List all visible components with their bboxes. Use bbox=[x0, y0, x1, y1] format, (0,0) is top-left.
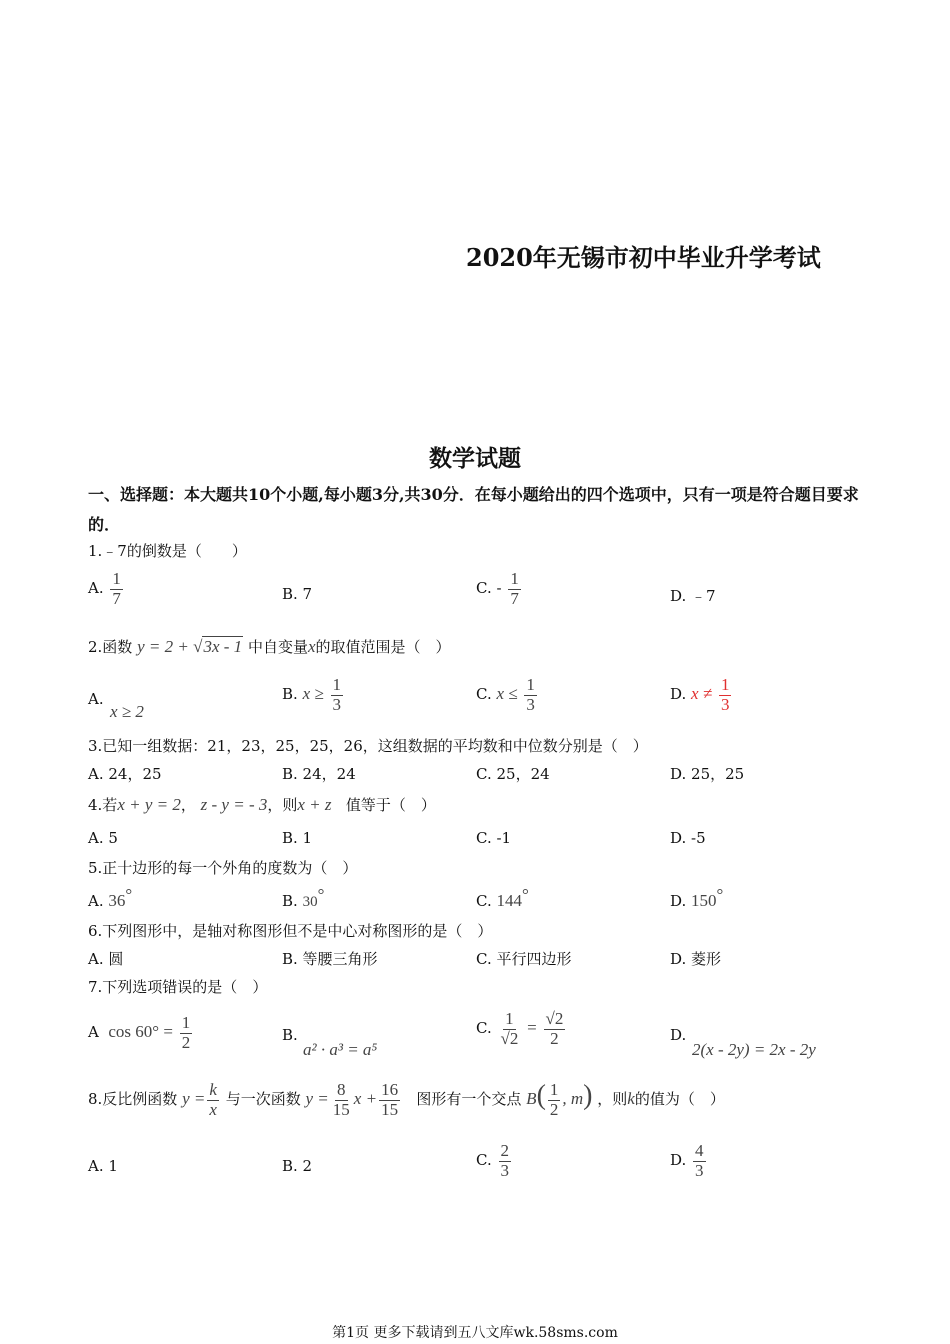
q8-option-b: B. 2 bbox=[282, 1157, 313, 1175]
q7-option-b-label: B. bbox=[282, 1026, 298, 1044]
q8-option-d: D. $\frac{4}{3}$ bbox=[670, 1141, 704, 1180]
question-1-stem: 1.﹣7的倒数是（ ） bbox=[88, 542, 247, 560]
q4-option-d: D. -5 bbox=[670, 829, 706, 847]
q8-option-c: C. $\frac{2}{3}$ bbox=[476, 1141, 509, 1180]
q2-option-d: D. x ≠ $\frac{1}{3}$ bbox=[670, 675, 730, 714]
q4-option-c: C. -1 bbox=[476, 829, 512, 847]
q1-option-d: D. ﹣7 bbox=[670, 587, 716, 605]
question-4-stem: 4.若x + y = 2， z - y = - 3，则x + z 值等于（ ） bbox=[88, 795, 436, 814]
question-7-stem: 7.下列选项错误的是（ ） bbox=[88, 978, 268, 996]
exam-title: 2020年无锡市初中毕业升学考试 bbox=[466, 243, 821, 272]
question-8-stem: 8.反比例函数 y = $\frac{k}{x}$ 与一次函数 y = $\frac{8}{15}$ x + $\frac{16}{15}$ 图形有一个交点 B( $\frac{1}{2}$ , m) ，则k的值为（ ） bbox=[88, 1079, 725, 1119]
q1-option-a: A. $\frac{1}{7}$ bbox=[88, 569, 121, 608]
q7-option-b-math: a² · a³ = a⁵ bbox=[303, 1040, 378, 1059]
page-footer: 第1页 更多下载请到五八文库wk.58sms.com bbox=[332, 1325, 618, 1341]
q2-option-a-label: A. bbox=[88, 690, 104, 708]
q7-option-c: C. $\frac{1}{√2}$ = $\frac{√2}{2}$ bbox=[476, 1009, 564, 1048]
q6-option-c: C. 平行四边形 bbox=[476, 950, 572, 968]
question-5-stem: 5.正十边形的每一个外角的度数为（ ） bbox=[88, 859, 358, 877]
q3-option-a: A. 24，25 bbox=[88, 765, 162, 783]
q6-option-d: D. 菱形 bbox=[670, 950, 722, 968]
q5-option-c: C. 144° bbox=[476, 885, 529, 910]
question-6-stem: 6.下列图形中，是轴对称图形但不是中心对称图形的是（ ） bbox=[88, 922, 493, 940]
question-3-stem: 3.已知一组数据：21，23，25，25，26，这组数据的平均数和中位数分别是（ ） bbox=[88, 737, 648, 755]
subject-title: 数学试题 bbox=[429, 445, 521, 472]
q5-option-d: D. 150° bbox=[670, 885, 724, 910]
section-header: 一、选择题：本大题共10个小题,每小题3分,共30分．在每小题给出的四个选项中，只有一项是符合题目要求的． bbox=[88, 485, 859, 534]
q7-option-d-label: D. bbox=[670, 1026, 687, 1044]
q1-option-c: C. - $\frac{1}{7}$ bbox=[476, 569, 519, 608]
q2-option-b: B. x ≥ $\frac{1}{3}$ bbox=[282, 675, 341, 714]
q5-option-a: A. 36° bbox=[88, 885, 133, 910]
q7-option-d-math: 2(x - 2y) = 2x - 2y bbox=[692, 1040, 816, 1059]
question-2-stem: 2.函数 y = 2 + √3x - 1 中自变量x的取值范围是（ ） bbox=[88, 637, 451, 656]
q2-option-a-math: x ≥ 2 bbox=[110, 702, 144, 721]
q4-option-b: B. 1 bbox=[282, 829, 313, 847]
q1-option-b: B. 7 bbox=[282, 585, 313, 603]
q5-option-b: B. 30° bbox=[282, 885, 325, 910]
q3-option-b: B. 24，24 bbox=[282, 765, 356, 783]
q4-option-a: A. 5 bbox=[88, 829, 118, 847]
q8-option-a: A. 1 bbox=[88, 1157, 118, 1175]
q3-option-c: C. 25，24 bbox=[476, 765, 550, 783]
q6-option-b: B. 等腰三角形 bbox=[282, 950, 378, 968]
q2-option-c: C. x ≤ $\frac{1}{3}$ bbox=[476, 675, 535, 714]
q6-option-a: A. 圆 bbox=[88, 950, 124, 968]
q7-option-a: A cos 60° = $\frac{1}{2}$ bbox=[88, 1013, 191, 1052]
q3-option-d: D. 25，25 bbox=[670, 765, 745, 783]
